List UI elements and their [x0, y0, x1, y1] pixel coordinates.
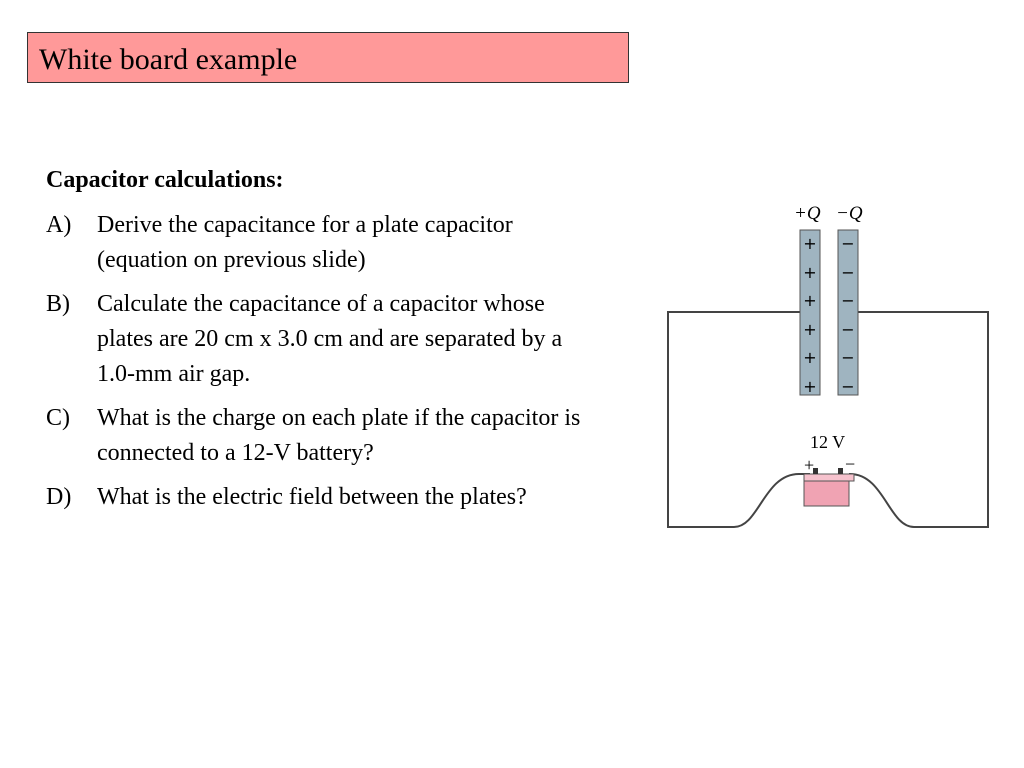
question-heading: Capacitor calculations: [46, 167, 284, 193]
question-letter: C) [46, 405, 70, 431]
question-text: Calculate the capacitance of a capacitor whose plates are 20 cm x 3.0 cm and are separated by a 1.0-mm air gap. [97, 291, 563, 387]
slide-title-box [27, 32, 629, 83]
negative-plate-signs: − − − − − − [841, 234, 855, 396]
capacitor-circuit-drawing [664, 200, 994, 540]
question-list [46, 163, 586, 524]
battery-terminal-negative [838, 468, 843, 474]
battery-voltage-label: 12 V [810, 432, 846, 452]
negative-charge-label: −Q [836, 203, 863, 224]
battery-body [804, 481, 849, 506]
slide-title: White board example [39, 43, 298, 76]
question-item [46, 287, 586, 392]
positive-charge-label: +Q [794, 203, 821, 224]
capacitor-diagram [664, 200, 994, 540]
question-item [46, 208, 586, 278]
question-item [46, 480, 586, 515]
battery-positive-terminal-label: + [804, 455, 815, 475]
question-text: What is the charge on each plate if the capacitor is connected to a 12-V battery? [97, 405, 581, 466]
question-letter: A) [46, 212, 72, 238]
question-letter: D) [46, 484, 72, 510]
positive-plate-signs: + + + + + + [803, 234, 817, 396]
question-letter: B) [46, 291, 70, 317]
question-item [46, 401, 586, 471]
question-text: Derive the capacitance for a plate capacitor (equation on previous slide) [97, 212, 513, 273]
battery-negative-terminal-label: − [845, 454, 856, 474]
question-text: What is the electric field between the plates? [97, 484, 527, 510]
